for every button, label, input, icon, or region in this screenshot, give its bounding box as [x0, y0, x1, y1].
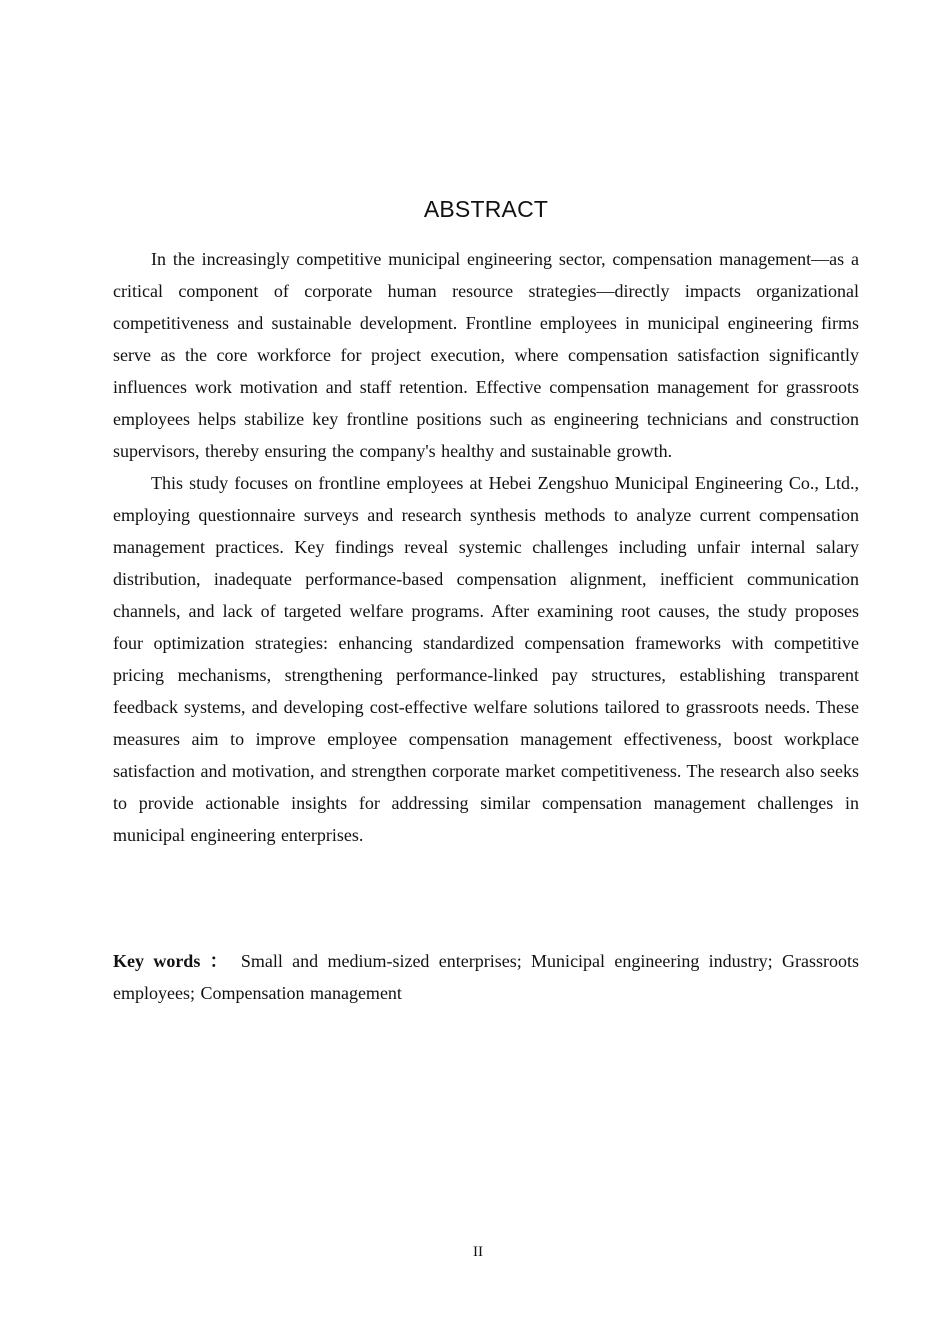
abstract-paragraph-1: In the increasingly competitive municipal engineering sector, compensation management—as a critical component of corporate human resource strategies—directly impacts organizational competitiveness and sustainable development. Frontline employees in municipal engineering firms serve as the core workforce for project execution, where compensation satisfaction significantly influences work motivation and staff retention. Effective compensation management for grassroots employees helps stabilize key frontline positions such as engineering technicians and construction supervisors, thereby ensuring the company's healthy and sustainable growth.: [113, 249, 859, 461]
abstract-body: [113, 243, 859, 851]
page-number: II: [473, 1244, 483, 1260]
keywords-label: Key words ：: [113, 951, 232, 971]
page-title: ABSTRACT: [423, 196, 549, 223]
keywords-text: Small and medium-sized enterprises; Municipal engineering industry; Grassroots employees; Compensation management: [113, 951, 859, 1003]
abstract-paragraph-2: This study focuses on frontline employees at Hebei Zengshuo Municipal Engineering Co., Ltd., employing questionnaire surveys and research synthesis methods to analyze current compensation management practices. Key findings reveal systemic challenges including unfair internal salary distribution, inadequate performance-based compensation alignment, inefficient communication channels, and lack of targeted welfare programs. After examining root causes, the study proposes four optimization strategies: enhancing standardized compensation frameworks with competitive pricing mechanisms, strengthening performance-linked pay structures, establishing transparent feedback systems, and developing cost-effective welfare solutions tailored to grassroots needs. These measures aim to improve employee compensation management effectiveness, boost workplace satisfaction and motivation, and strengthen corporate market competitiveness. The research also seeks to provide actionable insights for addressing similar compensation management challenges in municipal engineering enterprises.: [113, 473, 859, 845]
keywords-section: [113, 945, 859, 1009]
